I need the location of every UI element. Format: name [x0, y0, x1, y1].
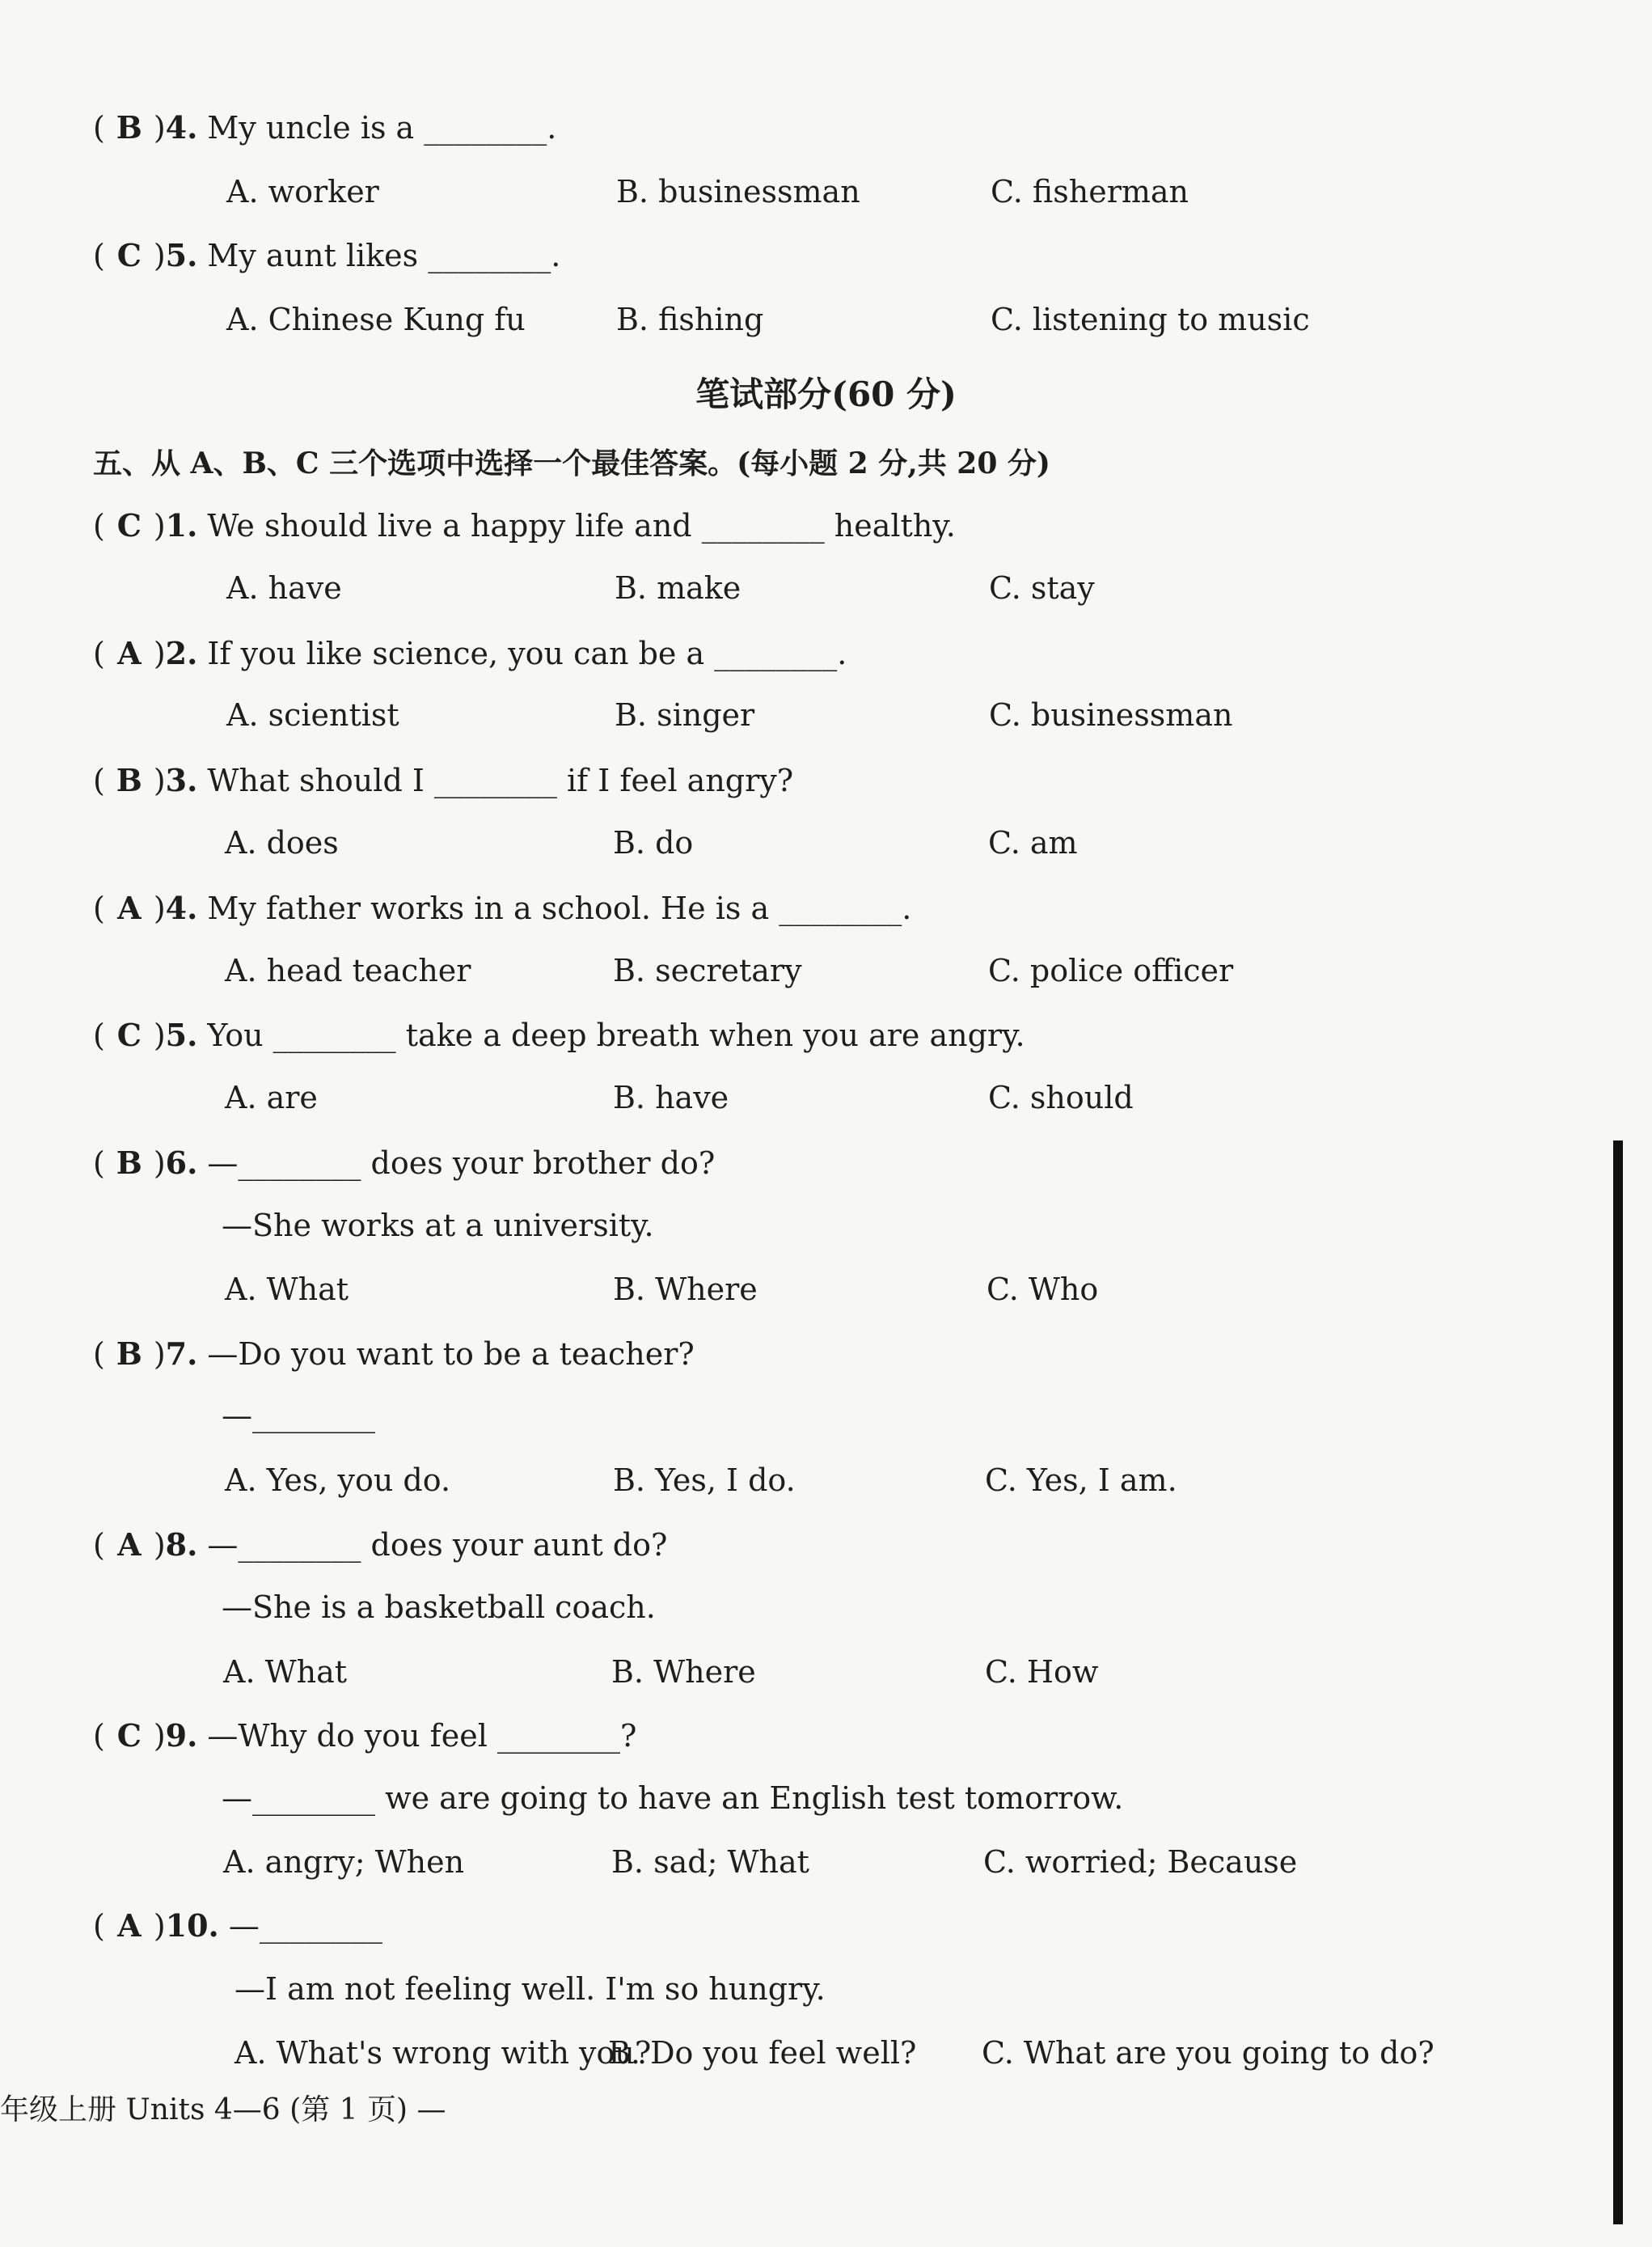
scan-edge-shadow [1613, 1140, 1623, 2224]
option-b: B. singer [615, 697, 755, 733]
dialogue-line: —________ [222, 1398, 375, 1433]
answer-mark: C [116, 507, 142, 544]
option-a: A. scientist [226, 697, 399, 733]
question-number: 9. [165, 1717, 198, 1754]
option-a: A. have [226, 570, 342, 606]
question-stem: —________ does your aunt do? [207, 1527, 668, 1563]
question-row: ( A )10. —________ [93, 1907, 382, 1944]
section-title: 笔试部分(60 分) [695, 374, 957, 414]
option-a: A. Chinese Kung fu [226, 302, 526, 337]
question-number: 5. [165, 237, 198, 273]
dialogue-line: —I am not feeling well. I'm so hungry. [234, 1971, 826, 2007]
question-number: 3. [165, 762, 198, 798]
option-b: B. sad; What [611, 1844, 809, 1880]
question-number: 4. [165, 890, 198, 926]
question-stem: What should I ________ if I feel angry? [207, 763, 794, 798]
question-number: 2. [165, 635, 198, 671]
option-c: C. Yes, I am. [985, 1462, 1177, 1498]
option-b: B. fishing [616, 302, 764, 337]
option-c: C. stay [989, 570, 1095, 606]
question-stem: My uncle is a ________. [207, 110, 557, 146]
option-c: C. How [985, 1654, 1099, 1690]
question-row: ( C )1. We should live a happy life and ________ healthy. [93, 507, 956, 544]
question-row: ( B )7. —Do you want to be a teacher? [93, 1335, 695, 1372]
question-stem: We should live a happy life and ________ healthy. [207, 508, 956, 544]
dialogue-line: —________ we are going to have an English test tomorrow. [222, 1780, 1124, 1816]
answer-mark: C [116, 1017, 142, 1053]
option-b: B. have [613, 1080, 729, 1115]
question-row: ( C )5. My aunt likes ________. [93, 237, 561, 273]
question-number: 10. [165, 1907, 219, 1944]
question-stem: If you like science, you can be a ________. [207, 636, 847, 671]
question-row: ( A )4. My father works in a school. He is a ________. [93, 890, 912, 926]
question-row: ( C )9. —Why do you feel ________? [93, 1717, 637, 1754]
option-b: B. businessman [616, 174, 860, 209]
question-row: ( A )2. If you like science, you can be a ________. [93, 635, 847, 671]
answer-mark: B [116, 109, 142, 146]
option-c: C. police officer [988, 953, 1234, 988]
answer-mark: A [117, 1907, 142, 1944]
dialogue-line: —She is a basketball coach. [222, 1589, 656, 1625]
answer-mark: A [117, 890, 142, 926]
question-number: 8. [165, 1526, 198, 1563]
question-row: ( A )8. —________ does your aunt do? [93, 1526, 668, 1563]
option-c: C. fisherman [991, 174, 1189, 209]
answer-mark: B [116, 1145, 142, 1181]
option-b: B. Yes, I do. [613, 1462, 796, 1498]
question-number: 6. [165, 1145, 198, 1181]
answer-mark: A [117, 1526, 142, 1563]
option-a: A. What's wrong with you? [234, 2035, 652, 2071]
answer-mark: C [116, 1717, 142, 1754]
question-row: ( B )4. My uncle is a ________. [93, 109, 557, 146]
option-c: C. am [988, 825, 1078, 861]
option-c: C. listening to music [991, 302, 1310, 337]
question-stem: My father works in a school. He is a ________. [207, 891, 912, 926]
option-c: C. businessman [989, 697, 1233, 733]
question-number: 5. [165, 1017, 198, 1053]
question-stem: —Why do you feel ________? [207, 1718, 637, 1754]
option-a: A. does [225, 825, 339, 861]
option-b: B. secretary [613, 953, 802, 988]
question-row: ( B )3. What should I ________ if I feel angry? [93, 762, 794, 798]
question-stem: You ________ take a deep breath when you are angry. [207, 1018, 1025, 1053]
question-row: ( B )6. —________ does your brother do? [93, 1145, 716, 1181]
question-row: ( C )5. You ________ take a deep breath when you are angry. [93, 1017, 1025, 1053]
option-c: C. should [988, 1080, 1134, 1115]
question-number: 4. [165, 109, 198, 146]
question-stem: —________ does your brother do? [207, 1145, 716, 1181]
option-a: A. are [225, 1080, 318, 1115]
answer-mark: A [117, 635, 142, 671]
question-number: 1. [165, 507, 198, 544]
option-b: B. Where [613, 1272, 758, 1307]
question-stem: —________ [228, 1908, 382, 1944]
page-footer: 年级上册 Units 4—6 (第 1 页) — [0, 2093, 446, 2126]
option-a: A. What [223, 1654, 348, 1690]
section-instruction: 五、从 A、B、C 三个选项中选择一个最佳答案。(每小题 2 分,共 20 分) [93, 446, 1050, 480]
option-b: B. do [613, 825, 694, 861]
question-number: 7. [165, 1335, 198, 1372]
option-c: C. worried; Because [983, 1844, 1298, 1880]
option-a: A. worker [226, 174, 379, 209]
answer-mark: B [116, 762, 142, 798]
question-stem: My aunt likes ________. [207, 238, 561, 273]
option-c: C. Who [987, 1272, 1099, 1307]
answer-mark: B [116, 1335, 142, 1372]
option-b: B. Do you feel well? [608, 2035, 917, 2071]
option-c: C. What are you going to do? [982, 2035, 1434, 2071]
option-a: A. angry; When [223, 1844, 465, 1880]
dialogue-line: —She works at a university. [222, 1208, 654, 1243]
option-b: B. make [615, 570, 741, 606]
option-a: A. head teacher [225, 953, 471, 988]
question-stem: —Do you want to be a teacher? [207, 1336, 695, 1372]
option-a: A. Yes, you do. [225, 1462, 451, 1498]
option-a: A. What [225, 1272, 349, 1307]
answer-mark: C [116, 237, 142, 273]
option-b: B. Where [611, 1654, 756, 1690]
